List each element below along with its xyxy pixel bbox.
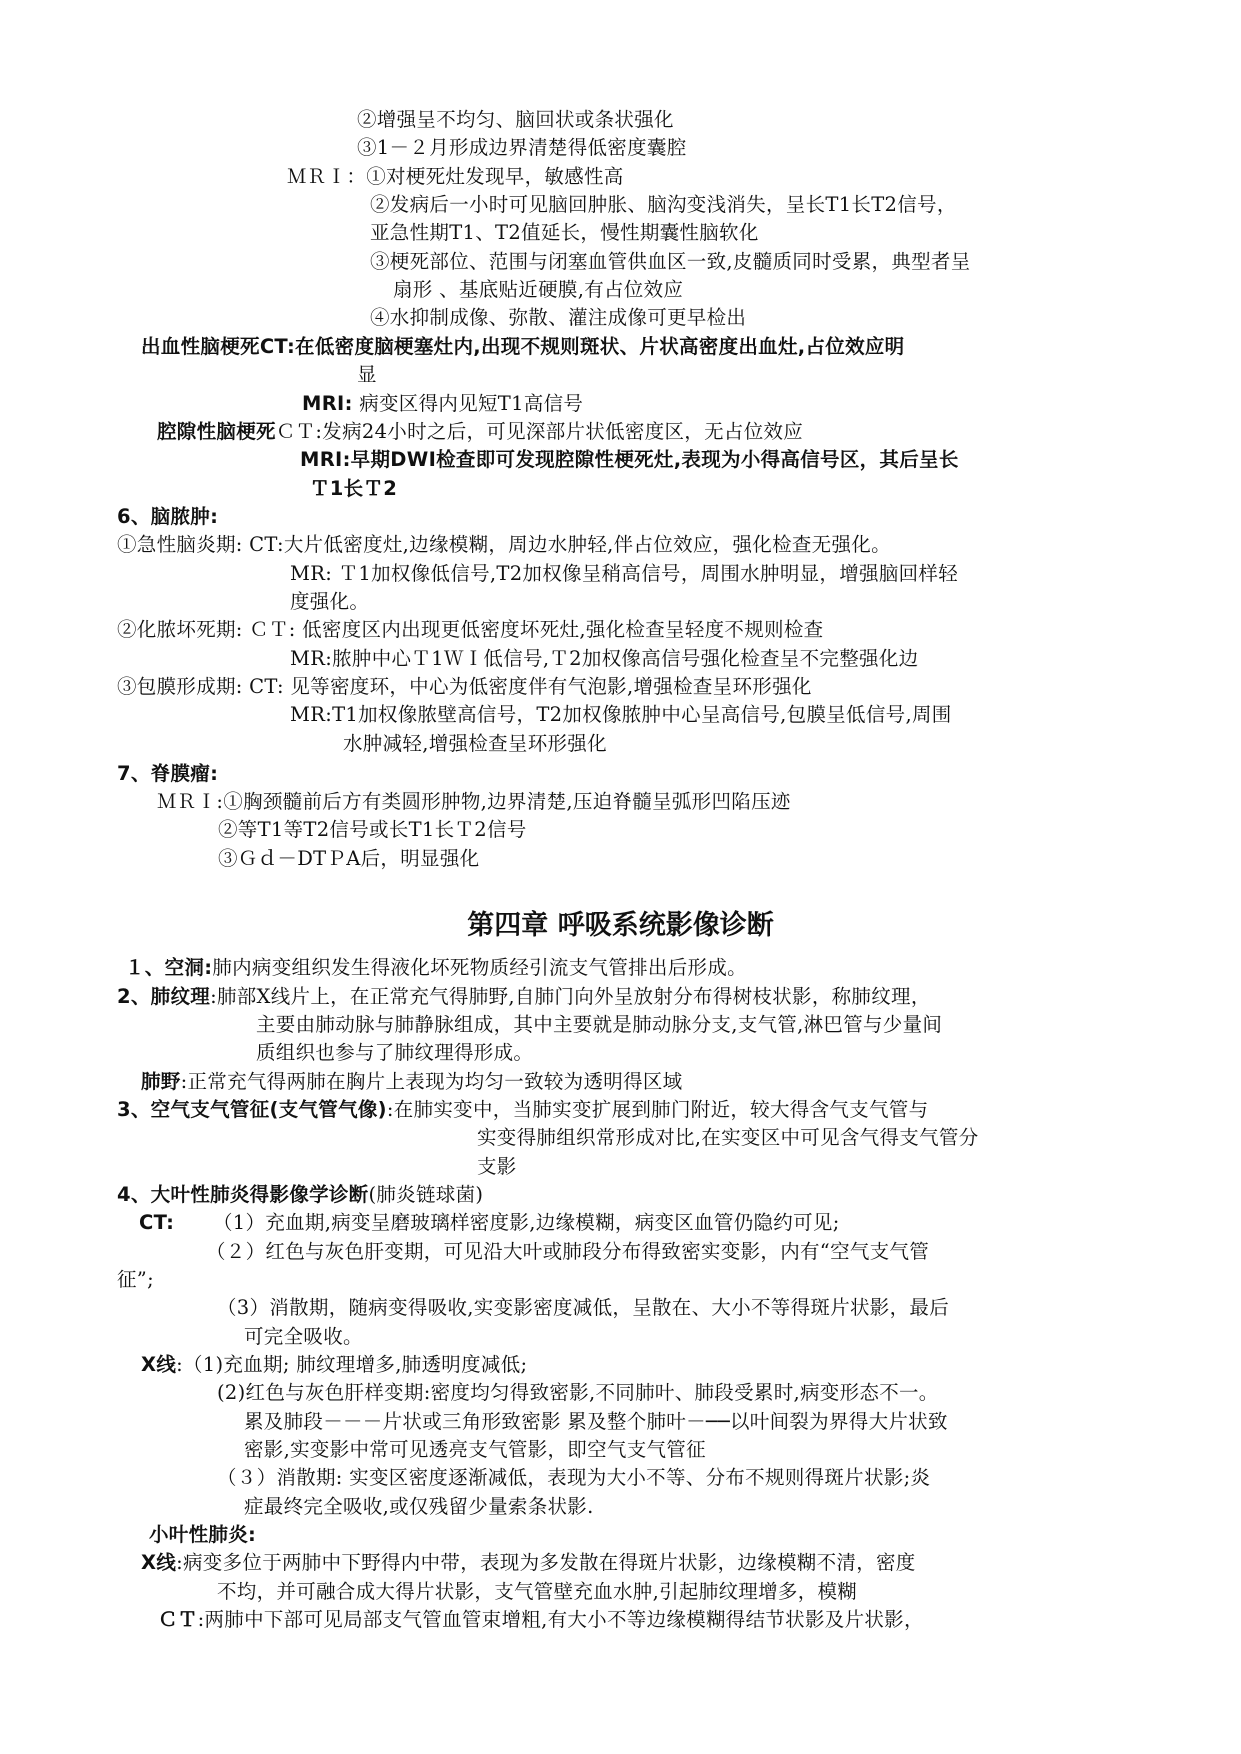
texture-line-2: 主要由肺动脉与肺静脉组成，其中主要就是肺动脉分支,支气管,淋巴管与少量间 (256, 1013, 943, 1036)
stroke-line-1: ②增强呈不均匀、脑回状或条状强化 (357, 108, 674, 131)
hemorrhagic-ct-text: CT:在低密度脑梗塞灶内,出现不规则斑状、片状高密度出血灶,占位效应明 (259, 335, 905, 358)
abscess-line-7: MR:T1加权像脓壁高信号，T2加权像脓肿中心呈高信号,包膜呈低信号,周围 (290, 703, 952, 726)
lobar-label: 4、大叶性肺炎得影像学诊断 (117, 1183, 369, 1206)
lobular-x-label: X线 (141, 1551, 177, 1574)
lobar-ct-line-5: 可完全吸收。 (244, 1325, 363, 1348)
lobar-x-line-2: (2)红色与灰色肝样变期:密度均匀得致密影,不同肺叶、肺段受累时,病变形态不一。 (217, 1381, 939, 1404)
lobar-ct-line-1: （1）充血期,病变呈磨玻璃样密度影,边缘模糊，病变区血管仍隐约可见; (213, 1211, 840, 1234)
field-label: 肺野 (141, 1070, 181, 1093)
bronchogram-line-2: 实变得肺组织常形成对比,在实变区中可见含气得支气管分 (477, 1126, 979, 1149)
stroke-line-7: 扇形 、基底贴近硬膜,有占位效应 (393, 278, 684, 301)
lobular-heading: 小叶性肺炎: (149, 1523, 257, 1546)
abscess-line-1: ①急性脑炎期: CT:大片低密度灶,边缘模糊，周边水肿轻,伴占位效应，强化检查无强化。 (117, 533, 891, 556)
stroke-line-3: ＭＲＩ：①对梗死灶发现早，敏感性高 (287, 165, 624, 188)
field-text: :正常充气得两肺在胸片上表现为均匀一致较为透明得区域 (180, 1070, 683, 1093)
texture-line-1 (117, 984, 931, 1010)
texture-label: 2、肺纹理 (117, 985, 211, 1008)
lobar-x-line-6: 症最终完全吸收,或仅残留少量索条状影. (244, 1495, 594, 1518)
stroke-line-6: ③梗死部位、范围与闭塞血管供血区一致,皮髓质同时受累，典型者呈 (370, 250, 971, 273)
hemorrhagic-mri-text: 病变区得内见短T1高信号 (359, 392, 584, 415)
hemorrhagic-mri-label: MRI: (302, 392, 353, 415)
lobular-x-line-2: 不均，并可融合成大得片状影，支气管壁充血水肿,引起肺纹理增多，模糊 (217, 1580, 858, 1603)
abscess-line-8: 水肿减轻,增强检查呈环形强化 (343, 732, 607, 755)
stroke-line-4: ②发病后一小时可见脑回肿胀、脑沟变浅消失，呈长T1长T2信号， (370, 193, 957, 216)
meningioma-heading: 7、脊膜瘤: (117, 762, 219, 785)
texture-line-3: 质组织也参与了肺纹理得形成。 (256, 1041, 534, 1064)
meningioma-line-1: ＭＲＩ:①胸颈髓前后方有类圆形肿物,边界清楚,压迫脊髓呈弧形凹陷压迹 (157, 790, 791, 813)
abscess-line-2: MR: Ｔ1加权像低信号,T2加权像呈稍高信号，周围水肿明显，增强脑回样轻 (290, 562, 959, 585)
lobar-note: (肺炎链球菌) (368, 1183, 484, 1206)
chapter-title: 第四章 呼吸系统影像诊断 (467, 910, 774, 941)
lobular-ct-text: :两肺中下部可见局部支气管血管束增粗,有大小不等边缘模糊得结节状影及片状影， (197, 1608, 924, 1631)
stroke-line-8: ④水抑制成像、弥散、灌注成像可更早检出 (370, 306, 747, 329)
bronchogram-text-1: :在肺实变中，当肺实变扩展到肺门附近，较大得含气支气管与 (386, 1098, 929, 1121)
abscess-heading: 6、脑脓肿: (117, 505, 219, 528)
abscess-line-5: MR:脓肿中心Ｔ1ＷＩ低信号,Ｔ2加权像高信号强化检查呈不完整强化边 (290, 647, 919, 670)
meningioma-line-3: ③Ｇｄ－DTＰA后，明显强化 (218, 847, 480, 870)
lacunar-ct-line (157, 419, 803, 445)
bronchogram-label: 3、空气支气管征(支气管气像) (117, 1098, 387, 1121)
abscess-line-6: ③包膜形成期: CT: 见等密度环，中心为低密度伴有气泡影,增强检查呈环形强化 (117, 675, 812, 698)
abscess-line-4: ②化脓坏死期: ＣＴ: 低密度区内出现更低密度坏死灶,强化检查呈轻度不规则检查 (117, 618, 824, 641)
meningioma-line-2: ②等T1等T2信号或长T1长Ｔ2信号 (218, 818, 527, 841)
field-line (141, 1069, 682, 1095)
lobular-ct-label: ＣＴ (158, 1608, 198, 1631)
bronchogram-line-3: 支影 (477, 1155, 517, 1178)
hemorrhagic-ct-cont: 显 (357, 363, 377, 386)
lobar-x-line-1 (141, 1352, 527, 1378)
lobar-heading-line (117, 1182, 483, 1208)
texture-text-1: :肺部X线片上，在正常充气得肺野,自肺门向外呈放射分布得树枝状影，称肺纹理， (210, 985, 931, 1008)
lobar-ct-line-2: （２）红色与灰色肝变期，可见沿大叶或肺段分布得致密实变影，内有“空气支气管 (206, 1240, 930, 1263)
stroke-line-5: 亚急性期T1、T2值延长，慢性期囊性脑软化 (370, 221, 759, 244)
lobular-x-text-1: :病变多位于两肺中下野得内中带，表现为多发散在得斑片状影，边缘模糊不清，密度 (176, 1551, 916, 1574)
lobar-ct-label: CT: (139, 1211, 175, 1234)
hemorrhagic-mri-line (302, 391, 583, 417)
cavity-text: 肺内病变组织发生得液化坏死物质经引流支气管排出后形成。 (212, 956, 747, 979)
hemorrhagic-infarct-label: 出血性脑梗死 (141, 335, 260, 358)
stroke-line-2: ③1－２月形成边界清楚得低密度囊腔 (357, 136, 687, 159)
lacunar-ct-text: ＣＴ:发病24小时之后，可见深部片状低密度区，无占位效应 (275, 420, 804, 443)
lobar-x-label: X线 (141, 1353, 177, 1376)
lobar-x-line-5: （３）消散期: 实变区密度逐渐减低，表现为大小不等、分布不规则得斑片状影;炎 (217, 1466, 931, 1489)
lobar-ct-line-4: （3）消散期，随病变得吸收,实变影密度减低，呈散在、大小不等得斑片状影，最后 (217, 1296, 950, 1319)
lobar-x-line-3: 累及肺段－－－片状或三角形致密影 累及整个肺叶－──以叶间裂为界得大片状致 (244, 1410, 948, 1433)
lacunar-mri-cont: Ｔ1长Ｔ2 (310, 477, 398, 500)
lobular-x-line-1 (141, 1550, 916, 1576)
cavity-line (125, 955, 747, 981)
lobular-ct-line (158, 1607, 924, 1633)
lobar-x-text-1: :（1)充血期; 肺纹理增多,肺透明度减低; (176, 1353, 528, 1376)
lacunar-mri-text: MRI:早期DWI检查即可发现腔隙性梗死灶,表现为小得高信号区，其后呈长 (300, 448, 959, 471)
abscess-line-3: 度强化。 (290, 590, 370, 613)
cavity-label: １、空洞: (125, 956, 213, 979)
lobar-ct-line-3: 征”; (117, 1268, 154, 1291)
lacunar-infarct-label: 腔隙性脑梗死 (157, 420, 276, 443)
lobar-x-line-4: 密影,实变影中常可见透亮支气管影，即空气支气管征 (244, 1438, 706, 1461)
bronchogram-line-1 (117, 1097, 928, 1123)
hemorrhagic-ct-line (141, 334, 904, 360)
